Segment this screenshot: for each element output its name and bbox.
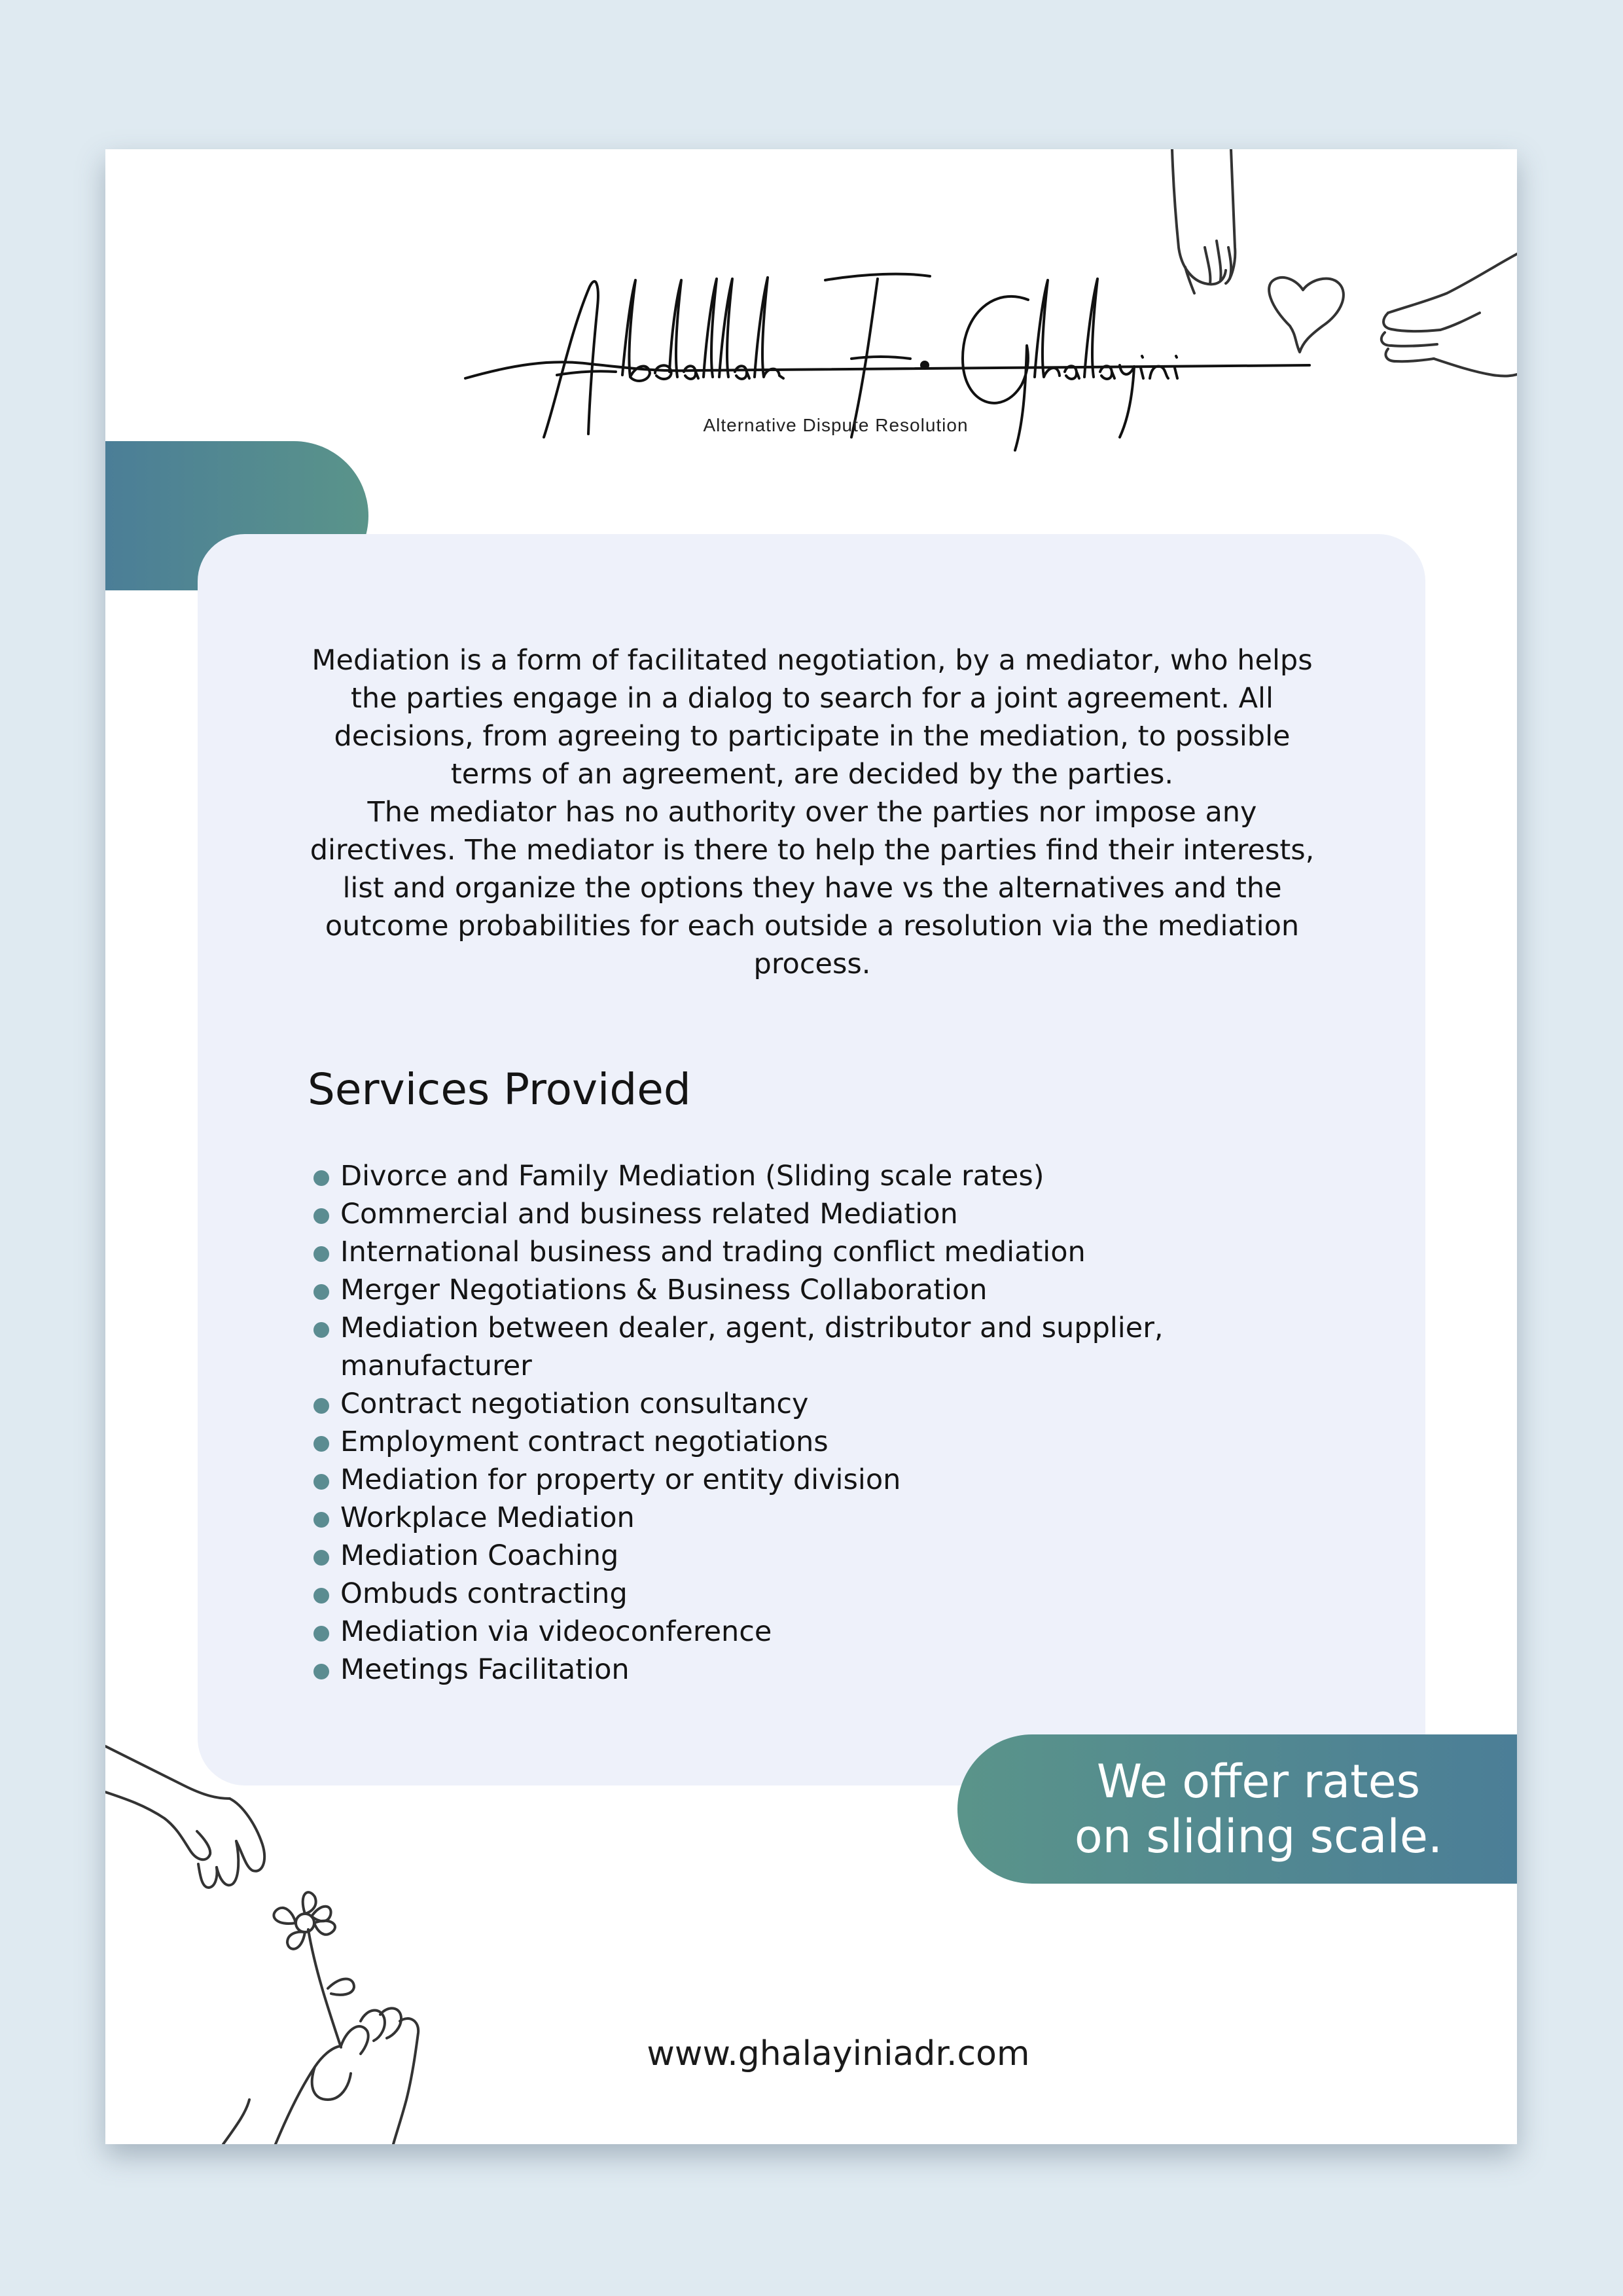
logo-tagline: Alternative Dispute Resolution: [703, 415, 969, 435]
service-label: Merger Negotiations & Business Collaboration: [340, 1274, 988, 1306]
bullet-icon: [313, 1626, 329, 1641]
service-label: Meetings Facilitation: [340, 1653, 630, 1686]
bullet-icon: [313, 1284, 329, 1300]
service-label: Mediation via videoconference: [340, 1615, 772, 1648]
service-label: Workplace Mediation: [340, 1501, 635, 1534]
intro-paragraph: Mediation is a form of facilitated negotiation, by a mediator, who helps the parties engage in a dialog to search for a joint agreement. All decisions, from agreeing to participate in the mediation, to possible terms of an agreement, are decided by the parties.: [312, 644, 1313, 791]
service-label: Contract negotiation consultancy: [340, 1388, 809, 1420]
service-label: Ombuds contracting: [340, 1577, 628, 1610]
hands-giving-flower-illustration: [105, 1733, 446, 2144]
bullet-icon: [313, 1170, 329, 1186]
service-label: Divorce and Family Mediation (Sliding scale rates): [340, 1160, 1044, 1193]
service-label: Commercial and business related Mediation: [340, 1198, 958, 1230]
bullet-icon: [313, 1550, 329, 1566]
service-label: Mediation Coaching: [340, 1539, 619, 1572]
service-label: Mediation between dealer, agent, distributor and supplier, manufacturer: [340, 1312, 1164, 1382]
bullet-icon: [313, 1322, 329, 1338]
list-item: [313, 1499, 1334, 1537]
service-label: International business and trading conflict mediation: [340, 1236, 1086, 1268]
list-item: [313, 1271, 1334, 1309]
list-item: [313, 1423, 1334, 1461]
badge-line: on sliding scale.: [1074, 1810, 1443, 1863]
service-label: Employment contract negotiations: [340, 1426, 829, 1458]
bullet-icon: [313, 1474, 329, 1490]
services-title: Services Provided: [308, 1064, 691, 1115]
flyer-page: [105, 149, 1517, 2144]
list-item: [313, 1537, 1334, 1575]
services-list: [313, 1157, 1334, 1689]
intro-paragraph: The mediator has no authority over the parties nor impose any directives. The mediator is there to help the parties find their interests, list and organize the options they have vs the alternatives and the outcome probabilities for each outside a resolution via the mediation process.: [310, 796, 1315, 980]
bullet-icon: [313, 1436, 329, 1452]
hands-holding-heart-illustration: [1166, 149, 1517, 424]
list-item: [313, 1157, 1334, 1195]
bullet-icon: [313, 1208, 329, 1224]
bullet-icon: [313, 1398, 329, 1414]
list-item: [313, 1613, 1334, 1651]
list-item: [313, 1575, 1334, 1613]
bullet-icon: [313, 1664, 329, 1679]
list-item: [313, 1233, 1334, 1271]
list-item: [313, 1309, 1334, 1385]
bullet-icon: [313, 1588, 329, 1604]
list-item: [313, 1461, 1334, 1499]
sliding-scale-badge: [957, 1734, 1517, 1884]
intro-text: [302, 641, 1323, 983]
list-item: [313, 1195, 1334, 1233]
bullet-icon: [313, 1246, 329, 1262]
bullet-icon: [313, 1512, 329, 1528]
badge-text: [1010, 1754, 1507, 1864]
website-link[interactable]: www.ghalayiniadr.com: [647, 2034, 1030, 2073]
service-label: Mediation for property or entity division: [340, 1463, 901, 1496]
list-item: [313, 1385, 1334, 1423]
list-item: [313, 1651, 1334, 1689]
badge-line: We offer rates: [1096, 1755, 1421, 1808]
